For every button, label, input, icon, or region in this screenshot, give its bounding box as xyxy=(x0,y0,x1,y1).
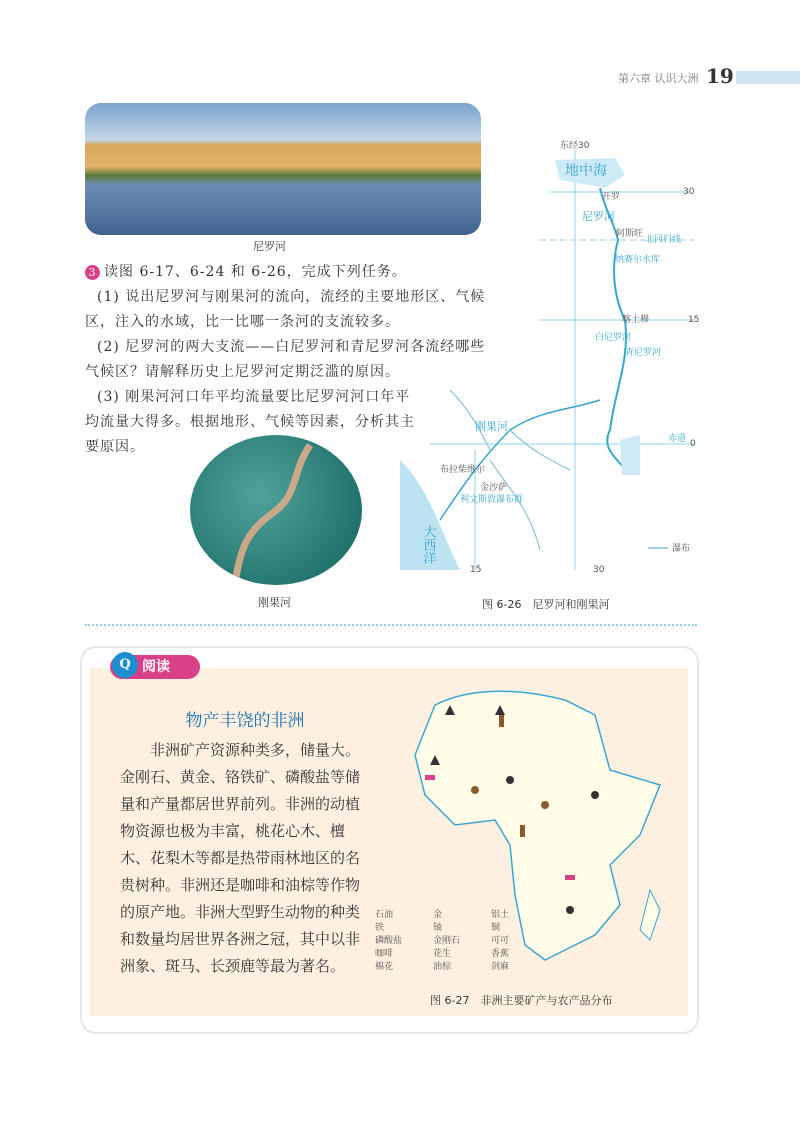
reading-body: 非洲矿产资源种类多，储量大。金刚石、黄金、铬铁矿、磷酸盐等储量和产量都居世界前列。非洲的动植物资源也极为丰富，桃花心木、檀木、花梨木等都是热带雨林地区的名贵树种。非洲还是咖啡和油棕等作物的原产地。非洲大型野生动物的种类和数量均居世界各洲之冠，其中以非洲象、斑马、长颈鹿等最为著名。 xyxy=(120,741,361,975)
falls-label: 利文斯敦瀑布群 xyxy=(460,495,524,505)
chapter-title: 第六章 认识大洲 xyxy=(618,72,699,85)
city-kinshasa: 金沙萨 xyxy=(480,483,508,493)
legend-item-sisal: 剑麻 xyxy=(491,962,510,972)
legend-item-coffee: 咖啡 xyxy=(375,949,394,959)
magnifier-icon: Q xyxy=(112,652,138,678)
legend-item-iron: 铁 xyxy=(375,923,385,933)
lake-nasser-label: 纳赛尔水库 xyxy=(615,255,661,265)
equator-label: 赤道 xyxy=(668,434,687,444)
congo-label: 刚果河 xyxy=(475,420,508,433)
legend-item-gold: 金 xyxy=(433,910,443,920)
lon-label: 东经30 xyxy=(560,141,590,151)
legend-item-copper: 铜 xyxy=(491,923,501,933)
map1-caption: 图 6-26 尼罗河和刚果河 xyxy=(482,598,610,611)
white-nile-label: 白尼罗河 xyxy=(595,333,632,343)
city-brazzaville: 布拉柴维尔 xyxy=(440,465,486,475)
legend-item-banana: 香蕉 xyxy=(491,949,510,959)
question-item: (2) 尼罗河的两大支流——白尼罗河和青尼罗河各流经哪些气候区？请解释历史上尼罗河定期泛滥的原因。 xyxy=(85,339,486,380)
lat-label: 15 xyxy=(688,315,700,325)
legend-item-diamond: 金刚石 xyxy=(433,936,461,946)
legend-item-cotton: 棉花 xyxy=(375,962,394,972)
legend-item-uranium: 铀 xyxy=(433,923,443,933)
page-number: 19 xyxy=(706,64,734,88)
question-item: (1) 说出尼罗河与刚果河的流向，流经的主要地形区、气候区，注入的水域，比一比哪一条河的支流较多。 xyxy=(85,289,486,330)
question-item: (3) 刚果河河口年平均流量要比尼罗河河口年平均流量大得多。根据地形、气候等因素，分析其主要原因。 xyxy=(85,389,415,455)
congo-caption: 刚果河 xyxy=(258,596,291,609)
city-khartoum: 喀土穆 xyxy=(622,315,650,325)
legend-item-oil: 石油 xyxy=(375,910,394,920)
reading-title: 物产丰饶的非洲 xyxy=(185,711,305,731)
legend-item-bauxite: 铝土 xyxy=(491,910,510,920)
legend-item-phosphate: 磷酸盐 xyxy=(375,936,403,946)
sea-label: 地中海 xyxy=(565,163,607,179)
city-cairo: 开罗 xyxy=(602,192,621,202)
map2-caption: 图 6-27 非洲主要矿产与农产品分布 xyxy=(430,994,613,1007)
tropic-label: 北回归线 xyxy=(645,235,682,245)
lon-label: 30 xyxy=(593,565,605,575)
legend-item-peanut: 花生 xyxy=(433,949,452,959)
nile-congo-map xyxy=(400,130,700,580)
legend-item-oil-palm: 油棕 xyxy=(433,962,452,972)
map2-legend xyxy=(375,907,555,972)
city-aswan: 阿斯旺 xyxy=(616,229,644,239)
congo-photo xyxy=(190,435,362,585)
divider xyxy=(85,624,697,626)
question-number: 3 xyxy=(85,265,100,280)
lon-label: 15 xyxy=(470,565,482,575)
blue-nile-label: 青尼罗河 xyxy=(625,348,662,358)
legend-falls: 瀑布 xyxy=(672,544,691,554)
header-bar xyxy=(736,71,800,84)
ocean-label: 大西洋 xyxy=(420,525,436,564)
lat-label: 0 xyxy=(690,439,696,449)
lat-label: 30 xyxy=(683,187,695,197)
legend-item-cocoa: 可可 xyxy=(491,936,510,946)
nile-caption: 尼罗河 xyxy=(253,240,286,253)
question-intro: 读图 6-17、6-24 和 6-26，完成下列任务。 xyxy=(104,264,407,280)
nile-label: 尼罗河 xyxy=(582,210,615,223)
reading-badge: 阅读 xyxy=(110,655,200,679)
